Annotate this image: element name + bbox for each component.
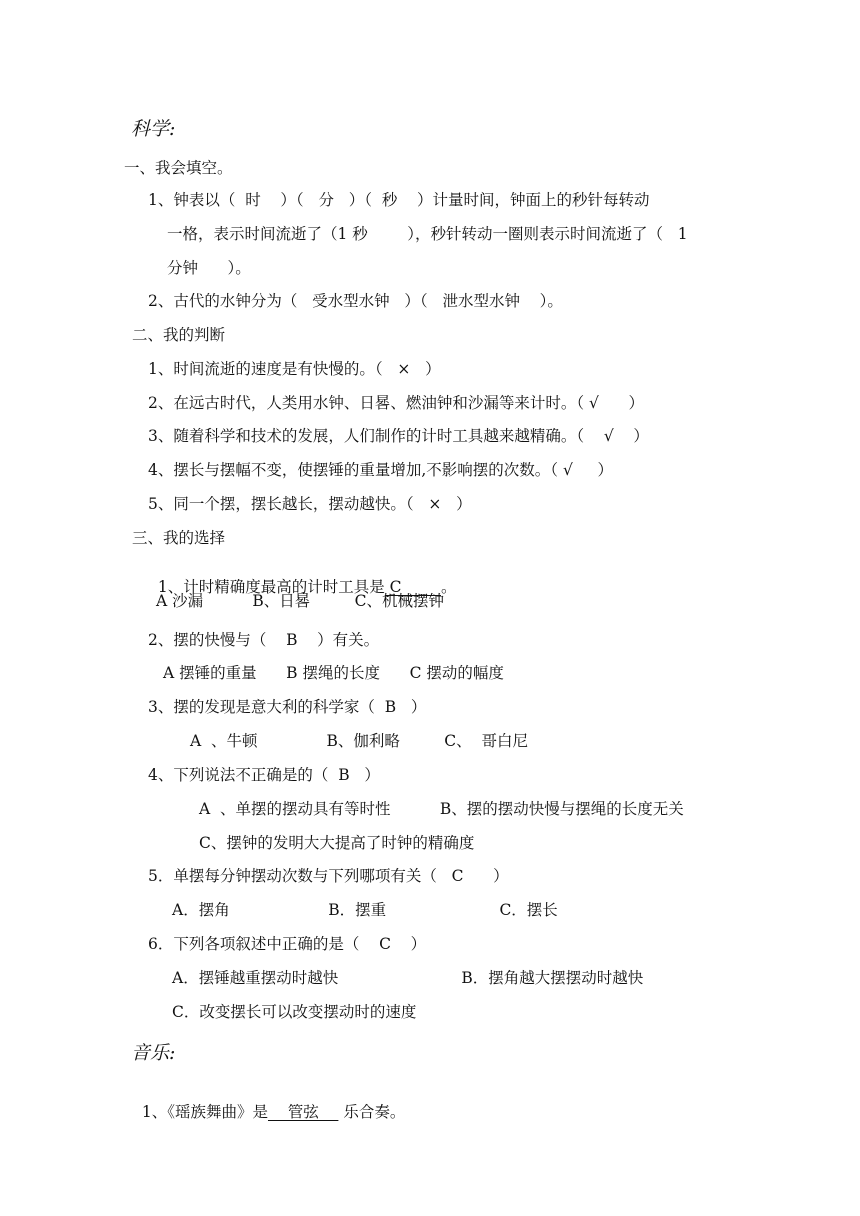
choice-q4: 4、下列说法不正确是的（ B ） — [148, 766, 380, 784]
choice-q2-options: A 摆锤的重量 B 摆绳的长度 C 摆动的幅度 — [163, 664, 504, 682]
choice-q4-option-a: A 、单摆的摆动具有等时性 B、摆的摆动快慢与摆绳的长度无关 — [199, 800, 684, 818]
choice-q6: 6．下列各项叙述中正确的是（ C ） — [148, 935, 427, 953]
fill-q1-line2: 一格，表示时间流逝了（1 秒 ），秒针转动一圈则表示时间流逝了（ 1 — [167, 225, 688, 243]
music-q1-suffix: 乐合奏。 — [338, 1103, 406, 1121]
choice-q1-prefix: 1、计时精确度最高的计时工具是 — [157, 578, 385, 596]
fill-q2: 2、古代的水钟分为（ 受水型水钟 ）（ 泄水型水钟 ）。 — [148, 292, 563, 310]
fill-q1-line3: 分钟 ）。 — [167, 259, 251, 277]
choice-q1-options: A 沙漏 B、日晷 C、机械摆钟 — [156, 592, 444, 610]
choice-q1-suffix: 。 — [440, 578, 457, 596]
choice-q5: 5．单摆每分钟摆动次数与下列哪项有关（ C ） — [148, 867, 509, 885]
music-q1 — [132, 1082, 405, 1122]
choice-q2: 2、摆的快慢与（ B ）有关。 — [148, 631, 380, 649]
choice-q4-option-c: C、摆钟的发明大大提高了时钟的精确度 — [199, 834, 475, 852]
section-3-heading: 三、我的选择 — [132, 529, 226, 547]
choice-q3-options: A 、牛顿 B、伽利略 C、 哥白尼 — [190, 732, 528, 750]
music-title: 音乐: — [131, 1042, 176, 1064]
section-2-heading: 二、我的判断 — [132, 326, 226, 344]
choice-q3: 3、摆的发现是意大利的科学家（ B ） — [148, 698, 427, 716]
music-q1-prefix: 1、《瑶族舞曲》是 — [141, 1103, 268, 1121]
choice-q6-options: A．摆锤越重摆动时越快 B．摆角越大摆摆动时越快 — [172, 969, 644, 987]
choice-q6-option-c: C．改变摆长可以改变摆动时的速度 — [172, 1003, 417, 1021]
judge-item-5: 5、同一个摆，摆长越长，摆动越快。（ × ） — [148, 495, 472, 513]
judge-item-4: 4、摆长与摆幅不变，使摆锤的重量增加,不影响摆的次数。（ √ ） — [148, 461, 613, 479]
judge-item-2: 2、在远古时代，人类用水钟、日晷、燃油钟和沙漏等来计时。（ √ ） — [148, 394, 644, 412]
choice-q5-options: A．摆角 B．摆重 C．摆长 — [172, 901, 558, 919]
judge-item-1: 1、时间流逝的速度是有快慢的。（ × ） — [148, 360, 441, 378]
section-1-heading: 一、我会填空。 — [124, 159, 233, 177]
science-title: 科学: — [131, 118, 176, 140]
judge-item-3: 3、随着科学和技术的发展，人们制作的计时工具越来越精确。（ √ ） — [148, 427, 649, 445]
music-q1-answer: 管弦 — [267, 1103, 339, 1121]
fill-q1-line1: 1、钟表以（ 时 ）（ 分 ）（ 秒 ）计量时间，钟面上的秒针每转动 — [148, 191, 650, 209]
choice-q1-answer: C — [384, 578, 441, 596]
